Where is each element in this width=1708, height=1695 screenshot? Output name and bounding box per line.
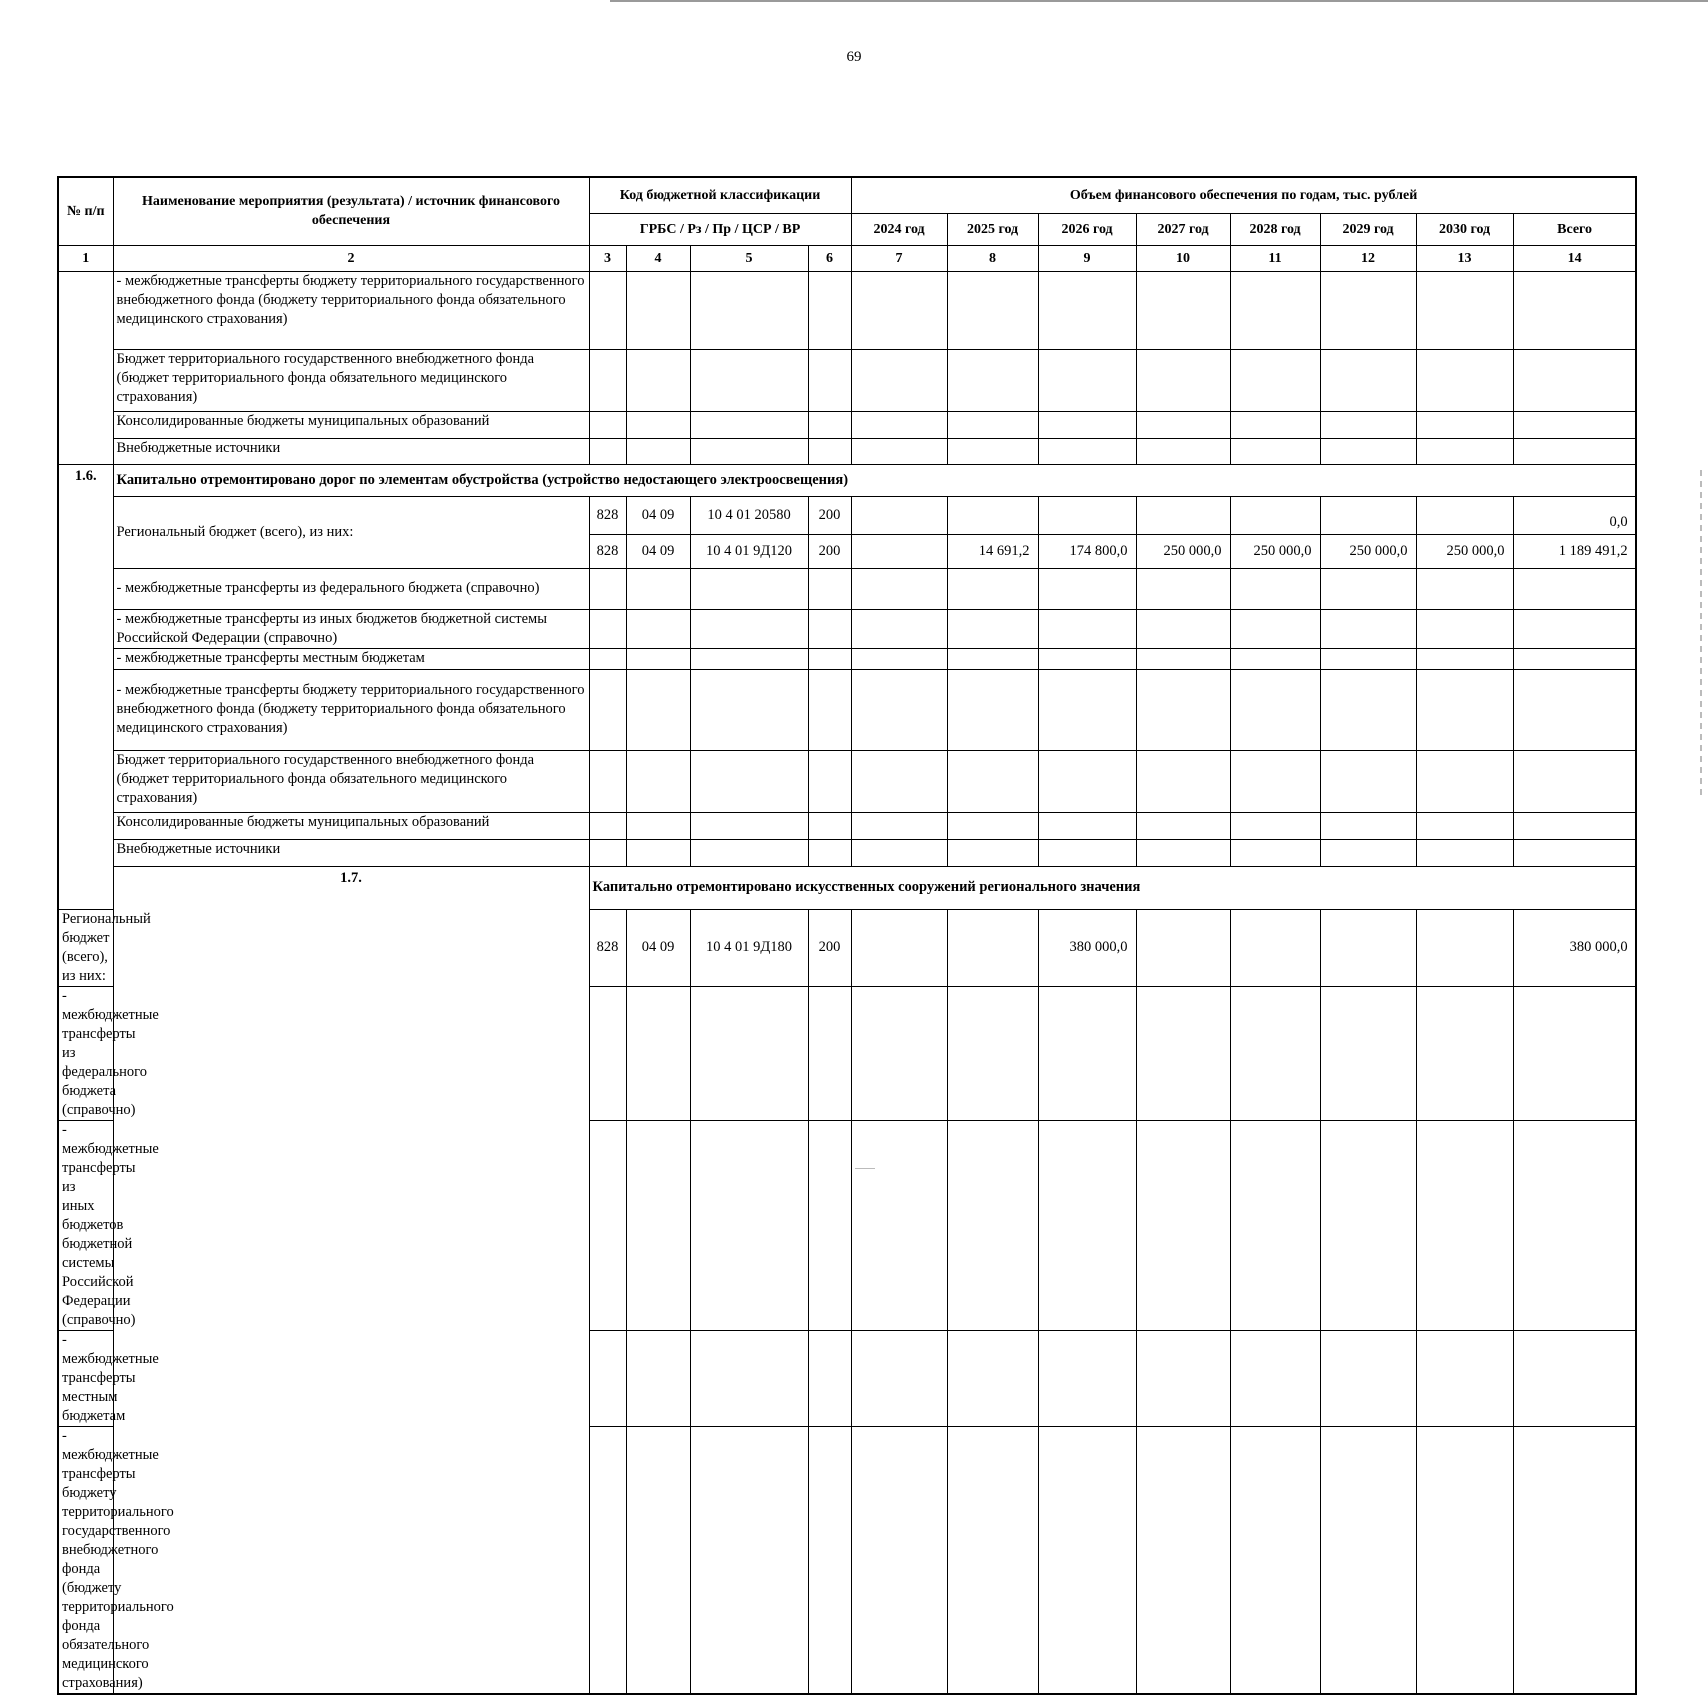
table-row xyxy=(58,812,1636,839)
value-cell xyxy=(947,496,1038,534)
row-label: Консолидированные бюджеты муниципальных образований xyxy=(113,812,589,839)
value-cell: 250 000,0 xyxy=(1136,534,1230,568)
value-cell: 250 000,0 xyxy=(1320,534,1416,568)
rzpr-cell: 04 09 xyxy=(626,534,690,568)
header-year: 2024 год xyxy=(851,213,947,245)
table-row xyxy=(58,349,1636,411)
vr-cell: 200 xyxy=(808,534,851,568)
value-cell xyxy=(1230,496,1320,534)
column-numbers-row xyxy=(58,245,1636,271)
header-total: Всего xyxy=(1513,213,1636,245)
header-year: 2029 год xyxy=(1320,213,1416,245)
header-name: Наименование мероприятия (результата) / источник финансового обеспечения xyxy=(113,177,589,245)
col-number: 9 xyxy=(1038,245,1136,271)
header-year: 2028 год xyxy=(1230,213,1320,245)
header-row-1 xyxy=(58,177,1636,213)
row-label: - межбюджетные трансферты бюджету территориального государственного внебюджетного фонда (бюджету территориального фонда обязательного медицинского страхования) xyxy=(58,1426,113,1694)
value-cell: 1 189 491,2 xyxy=(1513,534,1636,568)
financing-table xyxy=(57,176,1637,1695)
col-number: 13 xyxy=(1416,245,1513,271)
value-cell xyxy=(851,496,947,534)
header-code-sub: ГРБС / Рз / Пр / ЦСР / ВР xyxy=(589,213,851,245)
header-year: 2026 год xyxy=(1038,213,1136,245)
header-year: 2027 год xyxy=(1136,213,1230,245)
row-label: Региональный бюджет (всего), из них: xyxy=(113,496,589,568)
row-label: Бюджет территориального государственного внебюджетного фонда (бюджет территориального фонда обязательного медицинского страхования) xyxy=(113,349,589,411)
header-volume-group: Объем финансового обеспечения по годам, тыс. рублей xyxy=(851,177,1636,213)
header-no: № п/п xyxy=(58,177,113,245)
row-label: - межбюджетные трансферты из иных бюджетов бюджетной системы Российской Федерации (справочно) xyxy=(113,609,589,648)
value-cell xyxy=(851,534,947,568)
csr-cell: 10 4 01 9Д180 xyxy=(690,909,808,986)
row-label: - межбюджетные трансферты из иных бюджетов бюджетной системы Российской Федерации (справочно) xyxy=(58,1120,113,1330)
section-title: Капитально отремонтировано искусственных сооружений регионального значения xyxy=(589,866,1636,909)
scan-edge-mark xyxy=(1700,470,1702,800)
table-row xyxy=(58,271,1636,349)
col-number: 6 xyxy=(808,245,851,271)
row-label: Внебюджетные источники xyxy=(113,839,589,866)
vr-cell: 200 xyxy=(808,496,851,534)
grbs-cell: 828 xyxy=(589,534,626,568)
value-cell xyxy=(947,909,1038,986)
header-year: 2030 год xyxy=(1416,213,1513,245)
value-cell xyxy=(1320,496,1416,534)
col-number: 7 xyxy=(851,245,947,271)
value-cell xyxy=(1230,909,1320,986)
grbs-cell: 828 xyxy=(589,496,626,534)
row-label: Внебюджетные источники xyxy=(113,438,589,464)
section-title: Капитально отремонтировано дорог по элементам обустройства (устройство недостающего электроосвещения) xyxy=(113,464,1636,496)
section-number: 1.7. xyxy=(113,866,589,1694)
table-row xyxy=(58,839,1636,866)
value-cell xyxy=(1416,496,1513,534)
col-number: 3 xyxy=(589,245,626,271)
row-label: - межбюджетные трансферты бюджету территориального государственного внебюджетного фонда (бюджету территориального фонда обязательного медицинского страхования) xyxy=(113,271,589,349)
value-cell: 380 000,0 xyxy=(1038,909,1136,986)
section-header-row xyxy=(58,866,1636,909)
row-label: - межбюджетные трансферты из федерального бюджета (справочно) xyxy=(113,568,589,609)
table-row xyxy=(58,411,1636,438)
row-label: - межбюджетные трансферты местным бюджетам xyxy=(58,1330,113,1426)
header-year: 2025 год xyxy=(947,213,1038,245)
table-row xyxy=(58,609,1636,648)
value-cell: 250 000,0 xyxy=(1230,534,1320,568)
col-number: 14 xyxy=(1513,245,1636,271)
col-number: 2 xyxy=(113,245,589,271)
table-row xyxy=(58,669,1636,750)
table-row xyxy=(58,648,1636,669)
row-label: - межбюджетные трансферты бюджету территориального государственного внебюджетного фонда (бюджету территориального фонда обязательного медицинского страхования) xyxy=(113,669,589,750)
value-cell: 250 000,0 xyxy=(1416,534,1513,568)
page-number: 69 xyxy=(846,49,862,65)
rzpr-cell: 04 09 xyxy=(626,909,690,986)
col-number: 8 xyxy=(947,245,1038,271)
col-number: 12 xyxy=(1320,245,1416,271)
table-row xyxy=(58,568,1636,609)
col-number: 10 xyxy=(1136,245,1230,271)
value-cell xyxy=(851,909,947,986)
top-rule xyxy=(610,0,1708,2)
value-cell xyxy=(1320,909,1416,986)
value-cell: 0,0 xyxy=(1513,496,1636,534)
row-label: Региональный бюджет (всего), из них: xyxy=(58,909,113,986)
table-row xyxy=(58,750,1636,812)
row-label: Бюджет территориального государственного внебюджетного фонда (бюджет территориального фонда обязательного медицинского страхования) xyxy=(113,750,589,812)
value-cell xyxy=(1038,496,1136,534)
csr-cell: 10 4 01 20580 xyxy=(690,496,808,534)
value-cell: 14 691,2 xyxy=(947,534,1038,568)
table-row xyxy=(58,438,1636,464)
header-code-group: Код бюджетной классификации xyxy=(589,177,851,213)
table-row xyxy=(58,496,1636,534)
value-cell xyxy=(1416,909,1513,986)
rzpr-cell: 04 09 xyxy=(626,496,690,534)
section-header-row xyxy=(58,464,1636,496)
row-label: - межбюджетные трансферты из федерального бюджета (справочно) xyxy=(58,986,113,1120)
row-label: - межбюджетные трансферты местным бюджетам xyxy=(113,648,589,669)
grbs-cell: 828 xyxy=(589,909,626,986)
col-number: 11 xyxy=(1230,245,1320,271)
value-cell: 380 000,0 xyxy=(1513,909,1636,986)
section-number: 1.6. xyxy=(58,464,113,909)
col-number: 1 xyxy=(58,245,113,271)
row-label: Консолидированные бюджеты муниципальных образований xyxy=(113,411,589,438)
col-number: 4 xyxy=(626,245,690,271)
value-cell xyxy=(1136,496,1230,534)
value-cell xyxy=(1136,909,1230,986)
vr-cell: 200 xyxy=(808,909,851,986)
col-number: 5 xyxy=(690,245,808,271)
empty-number-cell xyxy=(58,271,113,464)
value-cell: 174 800,0 xyxy=(1038,534,1136,568)
csr-cell: 10 4 01 9Д120 xyxy=(690,534,808,568)
